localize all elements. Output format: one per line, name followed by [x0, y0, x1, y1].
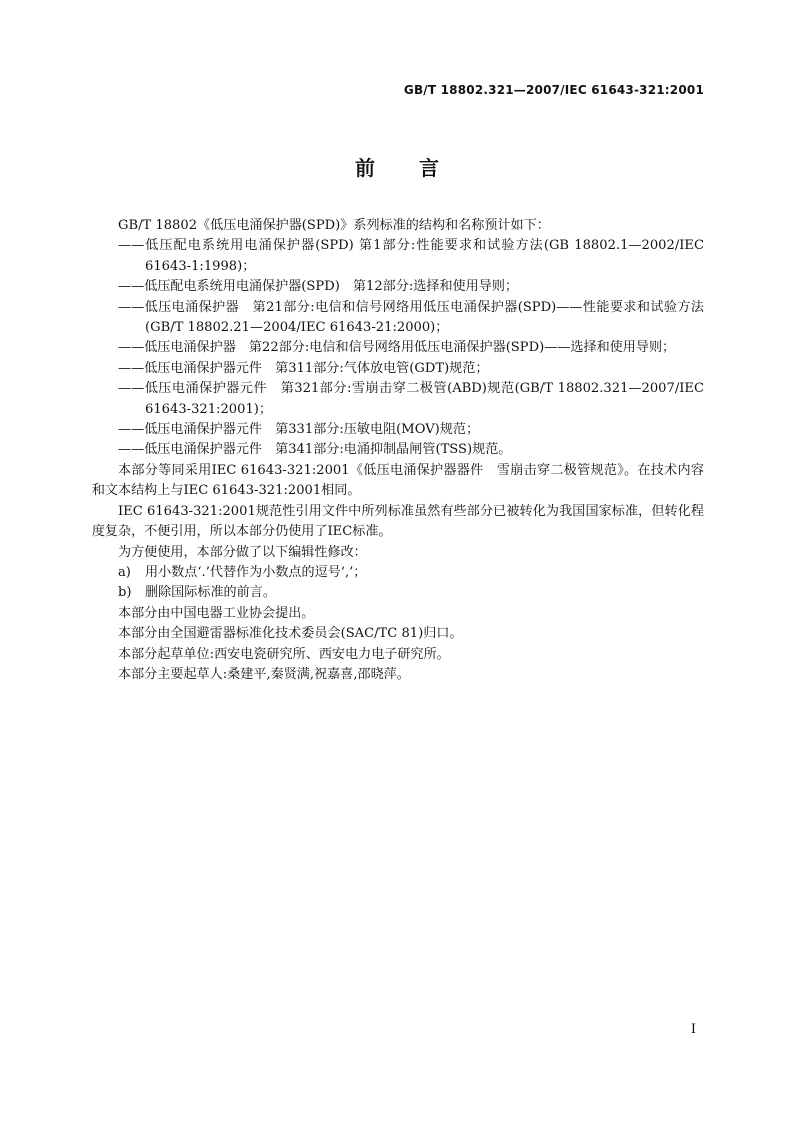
references-paragraph: IEC 61643-321:2001规范性引用文件中所列标准虽然有些部分已被转化为我国国家标准，但转化程度复杂，不便引用，所以本部分仍使用了IEC标准。	[91, 503, 704, 540]
edits-intro: 为方便使用，本部分做了以下编辑性修改：	[118, 544, 367, 560]
intro-paragraph: GB/T 18802《低压电涌保护器(SPD)》系列标准的结构和名称预计如下：	[118, 218, 550, 233]
series-item-6: ——低压电涌保护器元件 第321部分:雪崩击穿二极管(ABD)规范(GB/T 18802.321—2007/IEC 61643-321:2001)；	[118, 381, 704, 417]
adoption-paragraph: 本部分等同采用IEC 61643-321:2001《低压电涌保护器器件 雪崩击穿二极管规范》。在技术内容和文本结构上与IEC 61643-321:2001相同。	[91, 462, 704, 499]
page-title: 前言	[355, 156, 483, 180]
drafters: 本部分主要起草人:桑建平,秦贤满,祝嘉喜,邵晓萍。	[118, 666, 410, 682]
centralized-by: 本部分由全国避雷器标准化技术委员会(SAC/TC 81)归口。	[118, 626, 463, 642]
page-number: I	[690, 1022, 696, 1037]
series-item-7: ——低压电涌保护器元件 第331部分:压敏电阻(MOV)规范；	[118, 422, 480, 438]
edit-a-marker: a)	[118, 564, 131, 580]
edit-item-a	[118, 563, 704, 583]
standard-code: GB/T 18802.321—2007/IEC 61643-321:2001	[403, 83, 704, 97]
foreword-body	[91, 216, 704, 685]
series-item-4: ——低压电涌保护器 第22部分:电信和信号网络用低压电涌保护器(SPD)——选择和使用导则；	[118, 340, 676, 356]
proposed-by: 本部分由中国电器工业协会提出。	[118, 605, 315, 621]
series-item-8: ——低压电涌保护器元件 第341部分:电涌抑制晶闸管(TSS)规范。	[118, 442, 512, 458]
series-item-3: ——低压电涌保护器 第21部分:电信和信号网络用低压电涌保护器(SPD)——性能要求和试验方法(GB/T 18802.21—2004/IEC 61643-21:2000)；	[118, 299, 704, 336]
edit-a-text: 用小数点‘.’代替作为小数点的逗号‘,’；	[145, 564, 367, 580]
edit-b-text: 删除国际标准的前言。	[145, 585, 276, 601]
series-item-1: ——低压配电系统用电涌保护器(SPD) 第1部分:性能要求和试验方法(GB 18802.1—2002/IEC 61643-1:1998)；	[118, 238, 704, 274]
edit-item-b	[118, 583, 704, 603]
series-item-2: ——低压配电系统用电涌保护器(SPD) 第12部分:选择和使用导则；	[118, 279, 519, 295]
edit-b-marker: b)	[118, 585, 132, 601]
series-item-5: ——低压电涌保护器元件 第311部分:气体放电管(GDT)规范；	[118, 360, 489, 376]
drafting-units: 本部分起草单位:西安电瓷研究所、西安电力电子研究所。	[118, 646, 450, 662]
